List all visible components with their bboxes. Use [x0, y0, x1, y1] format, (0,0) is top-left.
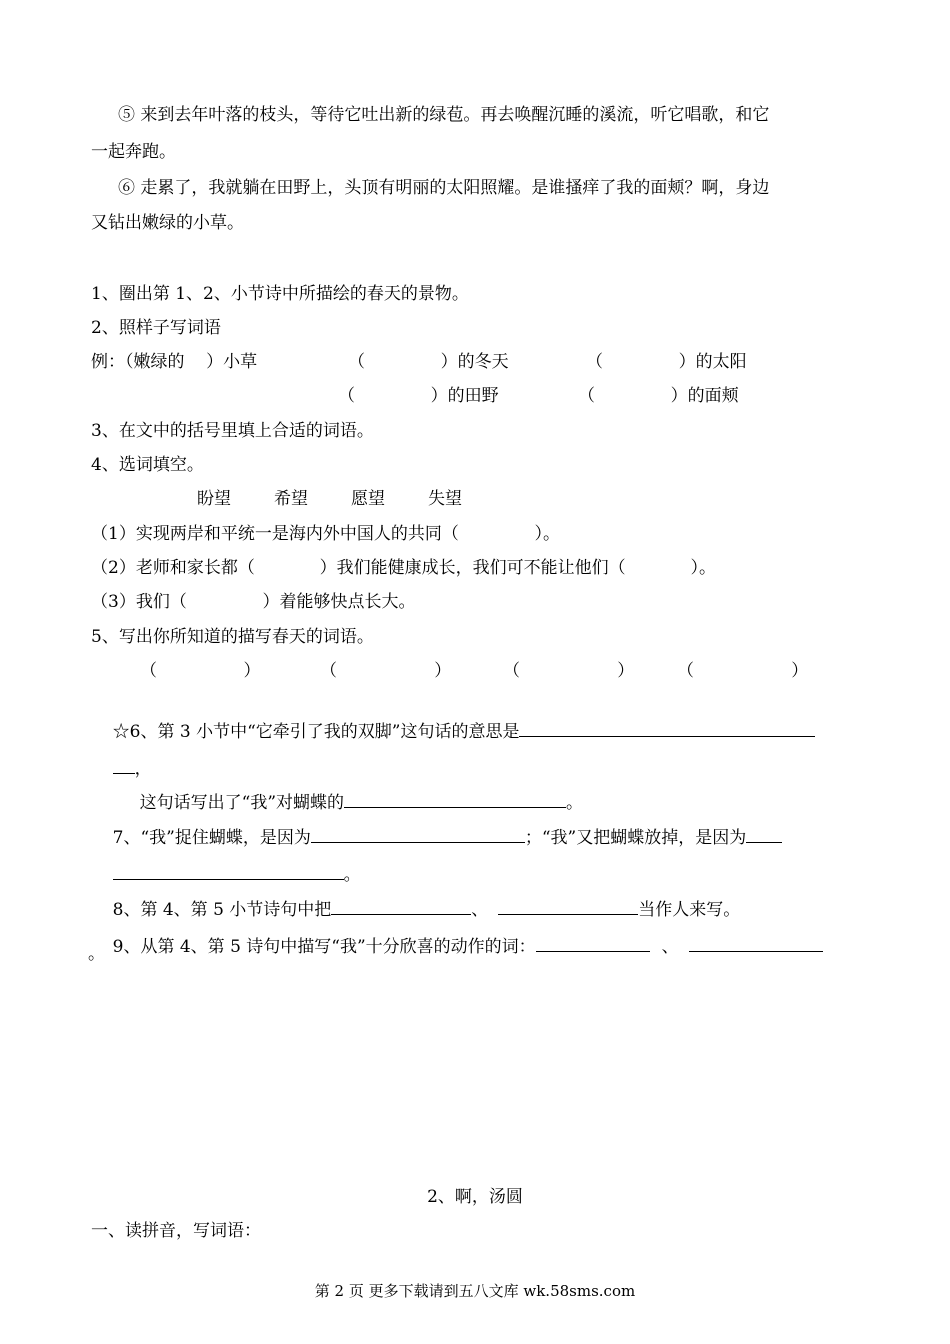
question-3: 3、在文中的括号里填上合适的词语。: [91, 421, 374, 441]
question-7-period: 。: [343, 865, 361, 885]
question-6-period: 。: [566, 793, 584, 813]
question-4-sentence-3: （3）我们（ ）着能够快点长大。: [91, 592, 416, 612]
section-title: 2、啊，汤圆: [427, 1187, 523, 1207]
question-2-blank-2[interactable]: （ ）的太阳: [586, 352, 747, 372]
question-5-blank-2[interactable]: （ ）: [320, 661, 452, 681]
question-8-sep: 、: [471, 900, 489, 920]
question-9-period: 。: [88, 944, 105, 964]
question-8-end: 当作人来写。: [638, 900, 741, 920]
poem-stanza-6-line-1: ⑥ 走累了，我就躺在田野上，头顶有明丽的太阳照耀。是谁搔痒了我的面颊？啊，身边: [118, 178, 770, 198]
question-8-text: 8、第 4、第 5 小节诗句中把: [112, 900, 332, 920]
answer-blank[interactable]: [519, 718, 815, 737]
question-2-example: 例：（嫩绿的 ）小草: [91, 352, 258, 372]
question-5-blank-4[interactable]: （ ）: [677, 661, 809, 681]
question-6-text: ☆6、第 3 小节中“它牵引了我的双脚”这句话的意思是: [112, 722, 520, 742]
poem-stanza-5-line-2: 一起奔跑。: [91, 142, 176, 162]
word-choice-4: 失望: [428, 489, 462, 509]
question-6-text-2: 这句话写出了“我”对蝴蝶的: [139, 793, 345, 813]
word-choice-1: 盼望: [197, 489, 231, 509]
question-4-title: 4、选词填空。: [91, 455, 204, 475]
question-7-text: 7、“我”捉住蝴蝶，是因为: [112, 828, 311, 848]
answer-blank[interactable]: [536, 933, 650, 952]
question-1: 1、圈出第 1、2、小节诗中所描绘的春天的景物。: [91, 284, 469, 304]
word-choice-2: 希望: [274, 489, 308, 509]
question-9-text: 9、从第 4、第 5 诗句中描写“我”十分欣喜的动作的词：: [112, 937, 536, 957]
question-9-line-1: [91, 909, 823, 983]
question-2-blank-4[interactable]: （ ）的面颊: [578, 386, 739, 406]
question-6-line-1: [91, 694, 815, 768]
question-2-blank-3[interactable]: （ ）的田野: [338, 386, 499, 406]
question-5-title: 5、写出你所知道的描写春天的词语。: [91, 627, 374, 647]
section-subtitle: 一、读拼音，写词语：: [91, 1221, 261, 1241]
poem-stanza-5-line-1: ⑤ 来到去年叶落的枝头，等待它吐出新的绿苞。再去唤醒沉睡的溪流，听它唱歌，和它: [118, 105, 770, 125]
question-4-sentence-1: （1）实现两岸和平统一是海内外中国人的共同（ ）。: [91, 524, 560, 544]
question-7-text-2: ；“我”又把蝴蝶放掉，是因为: [524, 828, 747, 848]
poem-stanza-6-line-2: 又钻出嫩绿的小草。: [91, 213, 244, 233]
question-4-sentence-2: （2）老师和家长都（ ）我们能健康成长，我们可不能让他们（ ）。: [91, 558, 717, 578]
question-2-blank-1[interactable]: （ ）的冬天: [348, 352, 509, 372]
question-5-blank-3[interactable]: （ ）: [503, 661, 635, 681]
question-6-comma: ，: [134, 759, 152, 779]
page-footer: 第 2 页 更多下载请到五八文库 wk.58sms.com: [314, 1282, 636, 1300]
answer-blank[interactable]: [689, 933, 823, 952]
answer-blank[interactable]: [746, 824, 782, 843]
question-9-sep: 、: [661, 937, 679, 957]
word-choice-3: 愿望: [351, 489, 385, 509]
question-5-blank-1[interactable]: （ ）: [140, 661, 261, 681]
question-2-title: 2、照样子写词语: [91, 318, 221, 338]
